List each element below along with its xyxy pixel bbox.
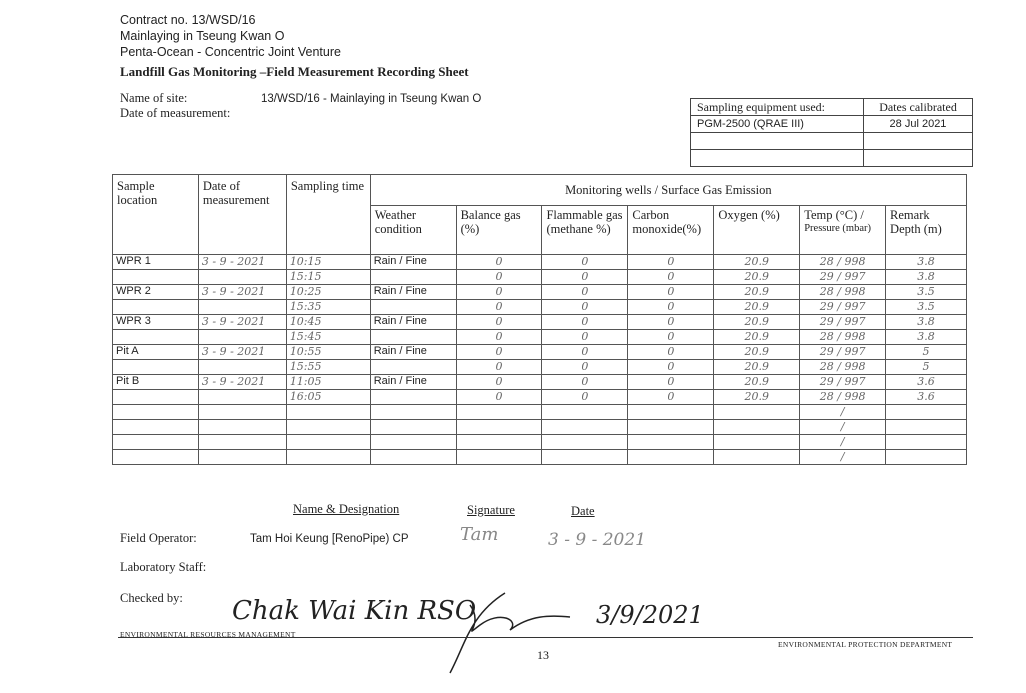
col-group-monitoring: Monitoring wells / Surface Gas Emission — [370, 175, 966, 206]
cell-date — [198, 390, 286, 405]
cell-carbon-monoxide — [628, 435, 714, 450]
equipment-header: Sampling equipment used: — [691, 99, 864, 116]
cell-date: 3 - 9 - 2021 — [198, 285, 286, 300]
cell-flammable-gas: 0 — [542, 330, 628, 345]
cell-sample-location — [113, 330, 199, 345]
cell-oxygen: 20.9 — [714, 330, 800, 345]
field-operator-name: Tam Hoi Keung [RenoPipe) CP — [250, 533, 409, 545]
table-row — [113, 315, 967, 330]
equipment-empty — [691, 133, 864, 150]
site-name-value: 13/WSD/16 - Mainlaying in Tseung Kwan O — [261, 93, 482, 105]
cell-sample-location: Pit B — [113, 375, 199, 390]
cell-weather — [370, 450, 456, 465]
cell-carbon-monoxide — [628, 405, 714, 420]
cell-temp-pressure: 29 / 997 — [800, 270, 886, 285]
cell-flammable-gas: 0 — [542, 390, 628, 405]
contract-number: Contract no. 13/WSD/16 — [120, 13, 256, 27]
cell-balance-gas — [456, 420, 542, 435]
cell-sample-location — [113, 405, 199, 420]
table-row — [113, 330, 967, 345]
cell-sampling-time — [286, 435, 370, 450]
cell-temp-pressure: 28 / 998 — [800, 255, 886, 270]
cell-weather — [370, 330, 456, 345]
cell-balance-gas: 0 — [456, 270, 542, 285]
checked-by-signature — [410, 585, 580, 680]
cell-date: 3 - 9 - 2021 — [198, 315, 286, 330]
laboratory-staff-label: Laboratory Staff: — [120, 560, 207, 574]
cell-oxygen: 20.9 — [714, 315, 800, 330]
sheet-title: Landfill Gas Monitoring –Field Measurement Recording Sheet — [120, 64, 469, 79]
cell-balance-gas: 0 — [456, 315, 542, 330]
equipment-name: PGM-2500 (QRAE III) — [691, 116, 864, 133]
cell-carbon-monoxide: 0 — [628, 255, 714, 270]
col-remark-depth: Remark Depth (m) — [886, 206, 967, 255]
cell-date — [198, 450, 286, 465]
cell-oxygen: 20.9 — [714, 255, 800, 270]
cell-date — [198, 300, 286, 315]
date-of-measurement-label: Date of measurement: — [120, 106, 231, 120]
cell-remark-depth: 3.8 — [886, 255, 967, 270]
table-row — [113, 435, 967, 450]
cell-sampling-time: 15:55 — [286, 360, 370, 375]
col-flammable-gas: Flammable gas (methane %) — [542, 206, 628, 255]
table-row — [113, 345, 967, 360]
cell-flammable-gas: 0 — [542, 315, 628, 330]
cell-remark-depth: 3.8 — [886, 330, 967, 345]
cell-sample-location — [113, 360, 199, 375]
cell-balance-gas: 0 — [456, 345, 542, 360]
cell-carbon-monoxide — [628, 420, 714, 435]
calibration-empty — [864, 133, 973, 150]
cell-date — [198, 420, 286, 435]
cell-weather — [370, 405, 456, 420]
measurement-table — [112, 174, 967, 465]
cell-sample-location — [113, 435, 199, 450]
cell-flammable-gas: 0 — [542, 285, 628, 300]
cell-carbon-monoxide: 0 — [628, 330, 714, 345]
footer-right: ENVIRONMENTAL PROTECTION DEPARTMENT — [778, 640, 953, 649]
calibration-date: 28 Jul 2021 — [864, 116, 973, 133]
cell-sampling-time: 11:05 — [286, 375, 370, 390]
cell-carbon-monoxide: 0 — [628, 390, 714, 405]
cell-balance-gas: 0 — [456, 375, 542, 390]
cell-flammable-gas: 0 — [542, 270, 628, 285]
cell-oxygen: 20.9 — [714, 375, 800, 390]
cell-date — [198, 270, 286, 285]
cell-carbon-monoxide: 0 — [628, 285, 714, 300]
cell-remark-depth: 3.6 — [886, 390, 967, 405]
cell-oxygen — [714, 420, 800, 435]
table-row — [113, 360, 967, 375]
cell-remark-depth — [886, 435, 967, 450]
cell-temp-pressure: 29 / 997 — [800, 375, 886, 390]
cell-flammable-gas: 0 — [542, 345, 628, 360]
cell-oxygen: 20.9 — [714, 270, 800, 285]
calibrated-header: Dates calibrated — [864, 99, 973, 116]
cell-weather — [370, 360, 456, 375]
table-row — [113, 420, 967, 435]
cell-sampling-time: 10:55 — [286, 345, 370, 360]
cell-sample-location — [113, 270, 199, 285]
cell-flammable-gas: 0 — [542, 255, 628, 270]
pressure-label: Pressure (mbar) — [804, 223, 871, 234]
cell-flammable-gas: 0 — [542, 300, 628, 315]
cell-flammable-gas: 0 — [542, 360, 628, 375]
cell-sample-location — [113, 390, 199, 405]
cell-carbon-monoxide: 0 — [628, 270, 714, 285]
cell-weather: Rain / Fine — [370, 285, 456, 300]
checked-by-label: Checked by: — [120, 591, 183, 605]
cell-date — [198, 435, 286, 450]
cell-temp-pressure: / — [800, 450, 886, 465]
cell-remark-depth: 3.8 — [886, 315, 967, 330]
field-operator-label: Field Operator: — [120, 531, 197, 545]
cell-oxygen: 20.9 — [714, 345, 800, 360]
cell-carbon-monoxide: 0 — [628, 360, 714, 375]
col-sample-location: Sample location — [113, 175, 199, 255]
cell-sample-location: Pit A — [113, 345, 199, 360]
col-date-of-measurement: Date of measurement — [198, 175, 286, 255]
cell-oxygen: 20.9 — [714, 300, 800, 315]
col-carbon-monoxide: Carbon monoxide(%) — [628, 206, 714, 255]
cell-date — [198, 405, 286, 420]
cell-sampling-time — [286, 450, 370, 465]
cell-temp-pressure: / — [800, 435, 886, 450]
cell-oxygen: 20.9 — [714, 390, 800, 405]
cell-balance-gas: 0 — [456, 255, 542, 270]
cell-remark-depth: 3.6 — [886, 375, 967, 390]
cell-oxygen — [714, 450, 800, 465]
cell-balance-gas: 0 — [456, 390, 542, 405]
page-number: 13 — [537, 648, 549, 662]
project-name: Mainlaying in Tseung Kwan O — [120, 29, 285, 43]
cell-flammable-gas — [542, 405, 628, 420]
cell-date — [198, 330, 286, 345]
cell-temp-pressure: 29 / 997 — [800, 300, 886, 315]
cell-weather: Rain / Fine — [370, 315, 456, 330]
cell-sample-location — [113, 450, 199, 465]
site-name-label: Name of site: — [120, 91, 188, 105]
cell-weather — [370, 300, 456, 315]
date-heading: Date — [571, 504, 595, 518]
cell-temp-pressure: 29 / 997 — [800, 315, 886, 330]
cell-remark-depth: 5 — [886, 360, 967, 375]
cell-weather — [370, 390, 456, 405]
cell-flammable-gas — [542, 450, 628, 465]
cell-weather — [370, 435, 456, 450]
cell-temp-pressure: 28 / 998 — [800, 285, 886, 300]
cell-date — [198, 360, 286, 375]
checked-by-name: Chak Wai Kin RSO — [232, 596, 477, 626]
cell-temp-pressure: 28 / 998 — [800, 360, 886, 375]
cell-weather — [370, 270, 456, 285]
name-designation-heading: Name & Designation — [293, 502, 400, 516]
cell-sample-location — [113, 420, 199, 435]
signature-heading: Signature — [467, 503, 515, 517]
cell-sample-location: WPR 1 — [113, 255, 199, 270]
col-oxygen: Oxygen (%) — [714, 206, 800, 255]
cell-remark-depth: 3.5 — [886, 285, 967, 300]
equipment-empty — [691, 150, 864, 167]
cell-oxygen: 20.9 — [714, 360, 800, 375]
cell-temp-pressure: / — [800, 420, 886, 435]
cell-balance-gas: 0 — [456, 330, 542, 345]
cell-date: 3 - 9 - 2021 — [198, 375, 286, 390]
field-operator-signature: Tam — [460, 524, 499, 545]
cell-sampling-time: 10:45 — [286, 315, 370, 330]
cell-carbon-monoxide: 0 — [628, 345, 714, 360]
cell-remark-depth: 5 — [886, 345, 967, 360]
footer-left: ENVIRONMENTAL RESOURCES MANAGEMENT — [120, 630, 296, 639]
cell-sampling-time — [286, 405, 370, 420]
table-row — [113, 375, 967, 390]
table-row — [113, 300, 967, 315]
cell-sampling-time — [286, 420, 370, 435]
cell-temp-pressure: 29 / 997 — [800, 345, 886, 360]
cell-temp-pressure: 28 / 998 — [800, 390, 886, 405]
equipment-table — [690, 98, 973, 167]
table-row — [113, 285, 967, 300]
cell-flammable-gas: 0 — [542, 375, 628, 390]
cell-balance-gas — [456, 450, 542, 465]
cell-remark-depth — [886, 420, 967, 435]
cell-remark-depth: 3.5 — [886, 300, 967, 315]
cell-oxygen: 20.9 — [714, 285, 800, 300]
cell-balance-gas: 0 — [456, 285, 542, 300]
cell-flammable-gas — [542, 420, 628, 435]
cell-balance-gas — [456, 435, 542, 450]
col-weather: Weather condition — [370, 206, 456, 255]
cell-sampling-time: 10:15 — [286, 255, 370, 270]
cell-carbon-monoxide: 0 — [628, 300, 714, 315]
cell-balance-gas — [456, 405, 542, 420]
cell-sampling-time: 15:15 — [286, 270, 370, 285]
cell-remark-depth: 3.8 — [886, 270, 967, 285]
table-row — [113, 255, 967, 270]
cell-oxygen — [714, 405, 800, 420]
cell-balance-gas: 0 — [456, 360, 542, 375]
cell-carbon-monoxide: 0 — [628, 375, 714, 390]
table-row — [113, 450, 967, 465]
cell-sample-location: WPR 2 — [113, 285, 199, 300]
cell-weather: Rain / Fine — [370, 255, 456, 270]
cell-sampling-time: 15:45 — [286, 330, 370, 345]
cell-carbon-monoxide — [628, 450, 714, 465]
cell-remark-depth — [886, 450, 967, 465]
cell-sampling-time: 10:25 — [286, 285, 370, 300]
contractor-name: Penta-Ocean - Concentric Joint Venture — [120, 45, 341, 59]
cell-carbon-monoxide: 0 — [628, 315, 714, 330]
cell-sampling-time: 16:05 — [286, 390, 370, 405]
col-balance-gas: Balance gas (%) — [456, 206, 542, 255]
cell-weather — [370, 420, 456, 435]
cell-sampling-time: 15:35 — [286, 300, 370, 315]
cell-weather: Rain / Fine — [370, 375, 456, 390]
cell-remark-depth — [886, 405, 967, 420]
cell-sample-location — [113, 300, 199, 315]
cell-temp-pressure: / — [800, 405, 886, 420]
cell-balance-gas: 0 — [456, 300, 542, 315]
cell-weather: Rain / Fine — [370, 345, 456, 360]
table-row — [113, 405, 967, 420]
col-sampling-time: Sampling time — [286, 175, 370, 255]
cell-date: 3 - 9 - 2021 — [198, 255, 286, 270]
col-temp-pressure — [800, 206, 886, 255]
calibration-empty — [864, 150, 973, 167]
cell-date: 3 - 9 - 2021 — [198, 345, 286, 360]
cell-sample-location: WPR 3 — [113, 315, 199, 330]
temp-label: Temp (°C) / — [804, 208, 864, 222]
table-row — [113, 270, 967, 285]
cell-temp-pressure: 28 / 998 — [800, 330, 886, 345]
cell-oxygen — [714, 435, 800, 450]
cell-flammable-gas — [542, 435, 628, 450]
checked-by-date: 3/9/2021 — [596, 601, 704, 629]
field-operator-date: 3 - 9 - 2021 — [548, 530, 646, 550]
table-row — [113, 390, 967, 405]
